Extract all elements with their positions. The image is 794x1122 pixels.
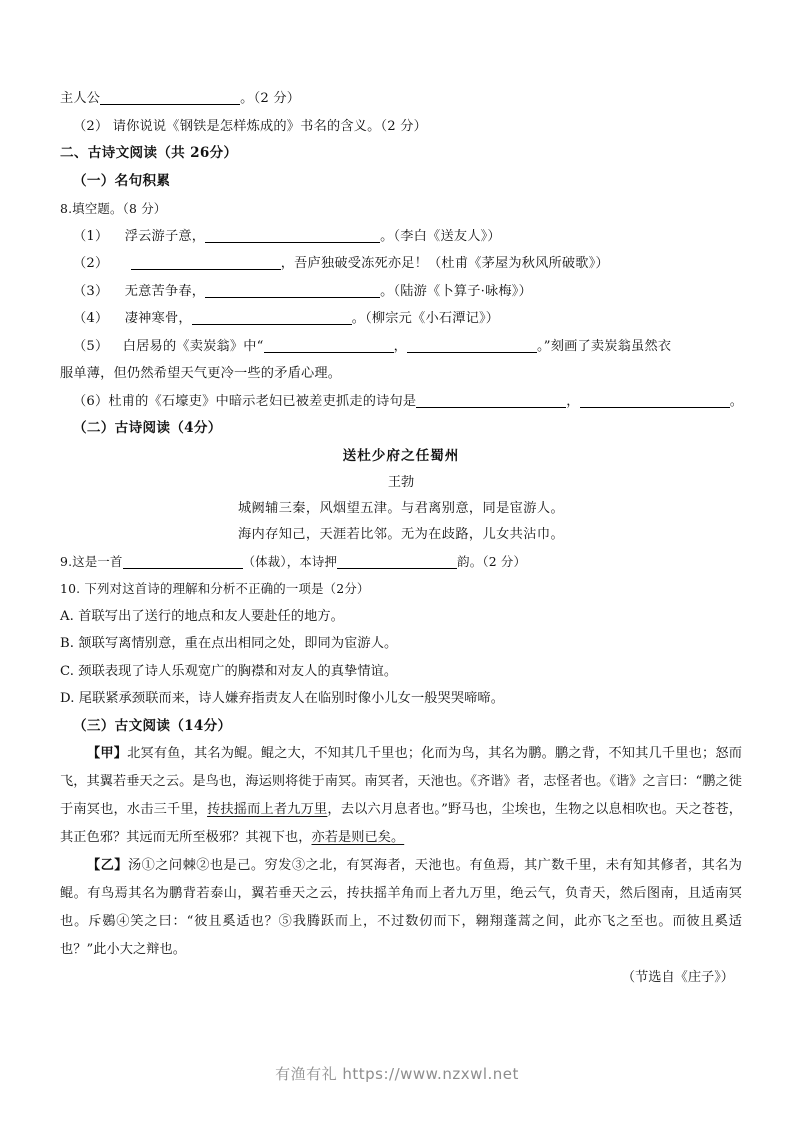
question-9 [60, 548, 742, 576]
answer-blank[interactable] [407, 338, 537, 353]
carryover-prefix: 主人公 [60, 91, 101, 106]
item-after-text: 。”刻画了卖炭翁虽然衣 [537, 338, 672, 354]
passage-yi-text: 汤①之问棘②也是己。穷发③之北，有冥海者，天池也。有鱼焉，其广数千里，未有知其修者，其名为鲲。有鸟焉其名为鹏背若泰山，翼若垂天之云，抟扶摇羊角而上者九万里，绝云气，负青天，然后图南，且适南冥也。斥鷃④笑之曰：“彼且奚适也？⑤我腾跃而上，不过数仞而下，翱翔蓬蒿之间，此亦飞之至也。而彼且奚适也？”此小大之辩也。 [60, 858, 742, 957]
passage-jia-marker: 【甲】 [87, 746, 128, 761]
option-c[interactable]: C. 颈联表现了诗人乐观宽广的胸襟和对友人的真挚情谊。 [60, 663, 398, 679]
item-before-text: 浮云游子意， [124, 228, 206, 244]
part-three-heading: （三）古文阅读（14分） [73, 717, 232, 734]
item-before-text: 杜甫的《石壕吏》中暗示老妇已被差吏抓走的诗句是 [108, 393, 417, 409]
poem-author: 王勃 [387, 474, 415, 490]
question-9-after: 韵。（2 分） [457, 553, 527, 569]
item-number: （1） [73, 228, 109, 244]
item-mid-text: ， [393, 338, 407, 354]
carryover-suffix: 。（2 分） [240, 91, 301, 106]
item-before-text: 无意苦争春， [124, 283, 206, 299]
item-before-text: 白居易的《卖炭翁》中“ [122, 338, 264, 354]
answer-blank[interactable] [264, 338, 394, 353]
fill-blank-item-2 [60, 250, 742, 278]
fill-blank-item-3 [60, 278, 742, 306]
fill-blank-item-5 [60, 333, 742, 361]
carryover-line-1 [60, 85, 742, 113]
answer-blank[interactable] [123, 554, 243, 569]
item-number: （2） [73, 256, 109, 271]
passage-yi [60, 852, 742, 964]
answer-blank[interactable] [205, 283, 380, 298]
poem-title: 送杜少府之任蜀州 [342, 447, 460, 464]
section-two-heading: 二、古诗文阅读（共 26分） [60, 145, 238, 161]
fill-blank-item-5-continued: 服单薄，但仍然希望天气更冷一些的矛盾心理。 [60, 366, 342, 381]
answer-blank[interactable] [192, 310, 352, 325]
part-two-heading: （二）古诗阅读（4分） [73, 420, 222, 436]
question-8-stem: 8.填空题。（8 分） [60, 201, 167, 216]
answer-blank[interactable] [580, 393, 730, 408]
passage-jia-segment-2: ，去以六月息者也。”野马也，尘埃也，生物之以息相吹也。天之苍苍，其正色邪？其远而无所至极邪？其视下也， [60, 802, 742, 845]
item-after-text: 。（柳宗元《小石潭记》） [351, 311, 500, 326]
poem-line: 海内存知己，天涯若比邻。无为在歧路，儿女共沾巾。 [237, 526, 565, 542]
answer-blank[interactable] [205, 228, 380, 243]
site-watermark: 有渔有礼 https://www.nzxwl.net [275, 1065, 519, 1083]
part-one-heading: （一）名句积累 [73, 172, 171, 189]
item-number: （5） [73, 338, 109, 354]
passage-jia-underlined-2: 亦若是则已矣。 [311, 830, 405, 845]
passage-jia-segment-1: 北冥有鱼，其名为鲲。鲲之大，不知其几千里也；化而为鸟，其名为鹏。鹏之背，不知其几千里也；怒而飞，其翼若垂天之云。是鸟也，海运则将徙于南冥。南冥者，天池也。《齐谐》者，志怪者也。《谐》之言曰：“鹏之徙于南冥也，水击三千里， [60, 746, 743, 817]
item-number: （4） [73, 311, 109, 326]
fill-blank-item-1 [60, 223, 742, 251]
passage-yi-marker: 【乙】 [87, 858, 128, 873]
question-9-before: 9.这是一首 [60, 553, 123, 569]
passage-jia [60, 740, 742, 852]
fill-blank-item-6 [60, 388, 742, 416]
option-b[interactable]: B. 颔联写离情别意，重在点出相同之处，即同为宦游人。 [60, 636, 398, 651]
item-before-text: 凄神寒骨， [124, 311, 192, 326]
passage-jia-underlined-1: 抟扶摇而上者九万里 [207, 802, 328, 817]
item-after-text: 。（陆游《卜算子·咏梅》） [380, 283, 532, 299]
option-a[interactable]: A. 首联写出了送行的地点和友人要赴任的地方。 [60, 608, 344, 624]
item-after-text: ，吾庐独破受冻死亦足！（杜甫《茅屋为秋风所破歌》） [280, 256, 609, 271]
item-mid-text: ， [566, 393, 580, 409]
item-number: （3） [73, 283, 109, 299]
answer-blank[interactable] [131, 255, 281, 270]
question-9-mid: （体裁），本诗押 [242, 553, 338, 569]
answer-blank[interactable] [337, 554, 457, 569]
item-number: （6） [73, 393, 109, 409]
item-after-text: 。 [729, 393, 744, 409]
answer-blank[interactable] [416, 393, 566, 408]
item-after-text: 。（李白《送友人》） [380, 228, 501, 244]
poem-line: 城阙辅三秦，风烟望五津。与君离别意，同是宦游人。 [237, 500, 565, 516]
question-10-stem: 10. 下列对这首诗的理解和分析不正确的一项是（2分） [60, 581, 370, 596]
fill-blank-item-4 [60, 305, 742, 333]
answer-blank[interactable] [100, 90, 240, 105]
option-d[interactable]: D. 尾联紧承颈联而来，诗人嫌弃指责友人在临别时像小儿女一般哭哭啼啼。 [60, 691, 504, 706]
passage-source: （节选自《庄子》） [621, 970, 734, 985]
carryover-item-2: （2） 请你说说《钢铁是怎样炼成的》书名的含义。（2 分） [73, 118, 428, 134]
